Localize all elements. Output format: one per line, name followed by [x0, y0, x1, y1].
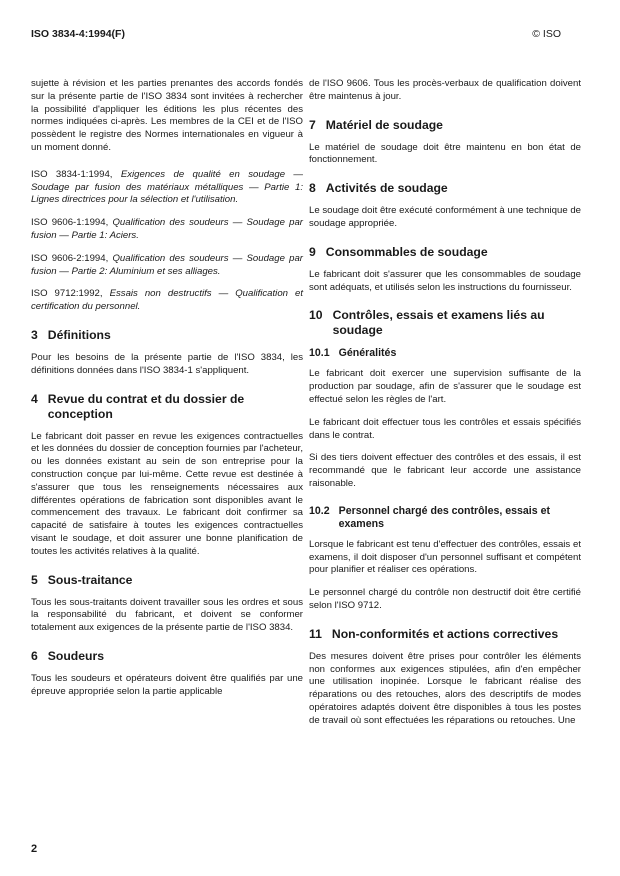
section-number: 6	[31, 648, 38, 663]
subsection-title: Personnel chargé des contrôles, essais et examens	[338, 504, 551, 530]
intro-paragraph: sujette à révision et les parties prenantes des accords fondés sur la présente partie de l'ISO 3834 sont invitées à rechercher la possibilité d'appliquer les éditions les plus récentes des normes indiquées ci-après. Les membres de la CEI et de l'ISO possèdent le registre des Normes internationales en vigueur à un moment donné.	[31, 78, 303, 153]
section-6-heading	[31, 649, 303, 664]
section-title: Matériel de soudage	[325, 117, 443, 132]
reference-title: Qualification des soudeurs — Soudage par fusion — Partie 2: Aluminium et ses alliages.	[31, 252, 303, 277]
section-11-heading	[309, 627, 581, 642]
reference-title: Exigences de qualité en soudage — Soudage par fusion des matériaux métalliques — Partie 1: Lignes directrices pour la sélection et l'utilisation.	[31, 168, 304, 206]
reference-code: ISO 9606-2:1994,	[31, 252, 109, 264]
section-4-heading	[31, 392, 303, 422]
section-number: 3	[31, 327, 38, 342]
section-6-body: Tous les soudeurs et opérateurs doivent être qualifiés par une épreuve appropriée selon la partie applicable	[31, 672, 303, 697]
section-5-heading	[31, 573, 303, 588]
section-number: 11	[309, 626, 322, 641]
section-9-body: Le fabricant doit s'assurer que les consommables de soudage sont adéquats, et utilisés selon les instructions du fournisseur.	[309, 268, 581, 293]
subsection-number: 10.2	[309, 504, 330, 517]
section-7-heading	[309, 118, 581, 133]
subsection-10-2-heading	[309, 505, 581, 531]
reference-code: ISO 3834-1:1994,	[31, 168, 113, 180]
reference-title: Qualification des soudeurs — Soudage par fusion — Partie 1: Aciers.	[31, 217, 303, 241]
subsection-10-1-paragraph-2: Le fabricant doit effectuer tous les contrôles et essais spécifiés dans le contrat.	[309, 416, 581, 441]
reference-code: ISO 9606-1:1994,	[31, 217, 109, 229]
section-3-heading	[31, 328, 303, 343]
section-9-heading	[309, 245, 581, 260]
section-3-body: Pour les besoins de la présente partie de l'ISO 3834, les définitions données dans l'ISO 3834-1 s'appliquent.	[31, 351, 303, 376]
section-4-body: Le fabricant doit passer en revue les exigences contractuelles et les données du dossier de conception fournies par l'acheteur, ou les données existant au sein de son entreprise pour la construction conçue par lui-même. Cette revue est destinée à s'assurer que tous les renseignements nécessaires aux différentes opérations de fabrication sont disponibles avant le commencement des travaux. Le fabricant doit confirmer sa capacité de satisfaire à toutes les exigences contractuelles visant le soudage, et doit assurer une bonne planification de toutes les activités relatives à la qualité.	[31, 430, 303, 557]
section-number: 4	[31, 391, 38, 406]
subsection-10-1-paragraph-1: Le fabricant doit exercer une supervision suffisante de la production par soudage, afin de s'assurer que le soudage est effectué selon les règles de l'art.	[309, 368, 581, 405]
section-11-body: Des mesures doivent être prises pour contrôler les éléments non conformes aux exigences stipulées, afin d'en empêcher une utilisation inopinée. Lorsque le fabricant réalise des réparations ou des retouches, alors des descriptifs de modes opératoires adaptés doivent être disponibles à tous les postes de travail où sont effectuées les réparations ou retouches. Une	[309, 650, 581, 726]
copyright-notice: © ISO	[532, 28, 561, 40]
reference-iso-9606-1	[31, 217, 303, 243]
section-number: 8	[309, 181, 316, 196]
subsection-title: Généralités	[338, 347, 397, 360]
section-title: Contrôles, essais et examens liés au soudage	[332, 308, 545, 338]
section-7-body: Le matériel de soudage doit être maintenu en bon état de fonctionnement.	[309, 141, 581, 166]
section-title: Définitions	[47, 327, 111, 342]
reference-iso-9712	[31, 288, 303, 314]
reference-iso-9606-2	[31, 253, 303, 279]
section-title: Non-conformités et actions correctives	[331, 626, 559, 641]
section-title: Activités de soudage	[325, 181, 448, 196]
right-column	[309, 78, 581, 738]
subsection-10-2-paragraph-1: Lorsque le fabricant est tenu d'effectuer des contrôles, essais et examens, il doit disposer d'un personnel suffisant et compétent pour planifier et réaliser ces opérations.	[309, 538, 581, 576]
subsection-10-1-heading	[309, 347, 581, 360]
section-5-body: Tous les sous-traitants doivent travailler sous les ordres et sous la responsabilité du fabricant, et doivent se conformer totalement aux exigences de la présente partie de l'ISO 3834.	[31, 596, 303, 634]
section-number: 7	[309, 117, 316, 132]
section-8-body: Le soudage doit être exécuté conformément à une technique de soudage appropriée.	[309, 205, 582, 229]
section-title: Sous-traitance	[47, 572, 133, 587]
document-id: ISO 3834-4:1994(F)	[31, 28, 125, 40]
section-10-heading	[309, 308, 581, 338]
page-number: 2	[31, 843, 38, 855]
subsection-10-2-paragraph-2: Le personnel chargé du contrôle non destructif doit être certifié selon l'ISO 9712.	[309, 587, 581, 611]
reference-title: Essais non destructifs — Qualification et certification du personnel.	[31, 288, 303, 313]
subsection-10-1-paragraph-3: Si des tiers doivent effectuer des contrôles et des essais, il est recommandé que le fabricant leur accorde une assistance raisonable.	[309, 452, 581, 489]
section-title: Revue du contrat et du dossier de conception	[47, 391, 245, 421]
reference-code: ISO 9712:1992,	[31, 288, 103, 300]
section-number: 10	[309, 308, 323, 323]
subsection-number: 10.1	[309, 347, 330, 360]
section-title: Soudeurs	[47, 648, 104, 663]
reference-iso-3834-1	[31, 169, 303, 207]
continued-paragraph: de l'ISO 9606. Tous les procès-verbaux de qualification doivent être maintenus à jour.	[309, 78, 581, 102]
section-number: 9	[309, 244, 316, 259]
section-title: Consommables de soudage	[325, 244, 488, 259]
section-number: 5	[31, 572, 38, 587]
section-8-heading	[309, 181, 581, 196]
left-column	[31, 78, 303, 709]
